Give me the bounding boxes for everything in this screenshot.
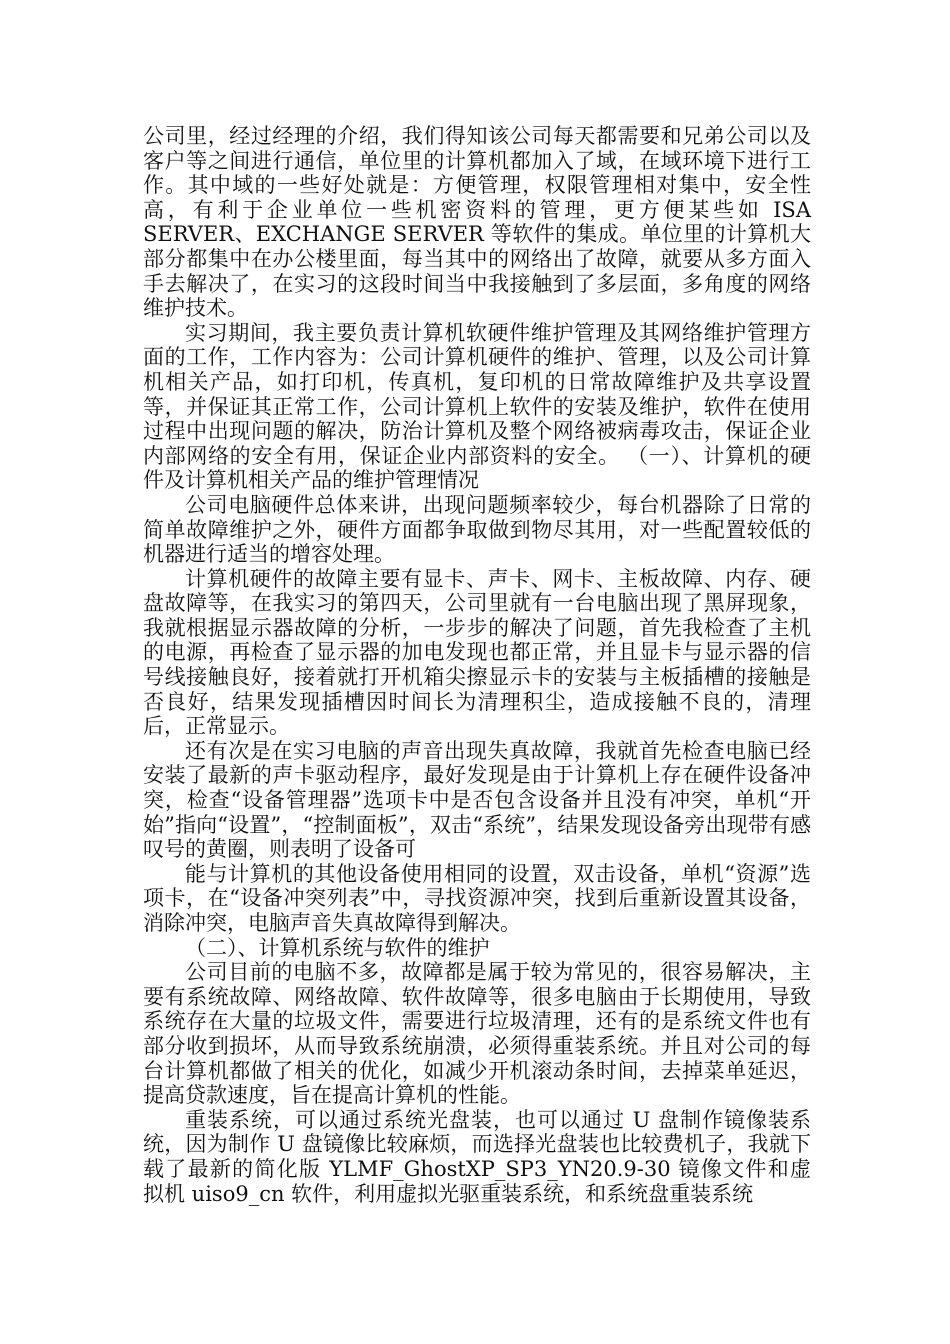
paragraph-duties: 实习期间，我主要负责计算机软硬件维护管理及其网络维护管理方面的工作，工作内容为：公司计算机硬件的维护、管理，以及公司计算机相关产品，如打印机，传真机，复印机的日常故障维护及共享设置等，并保证其正常工作，公司计算机上软件的安装及维护，软件在使用过程中出现问题的解决，防治计算机及整个网络被病毒攻击，保证企业内部网络的安全有用，保证企业内部资料的安全。 （一）、计算机的硬件及计算机相关产品的维护管理情况: [143, 320, 811, 493]
paragraph-hardware-overview: 公司电脑硬件总体来讲，出现问题频率较少，每台机器除了日常的简单故障维护之外，硬件方面都争取做到物尽其用，对一些配置较低的机器进行适当的增容处理。: [143, 492, 811, 567]
paragraph-domain-intro: 公司里，经过经理的介绍，我们得知该公司每天都需要和兄弟公司以及客户等之间进行通信，单位里的计算机都加入了域，在域环境下进行工作。其中域的一些好处就是：方便管理，权限管理相对集中，安全性高，有利于企业单位一些机密资料的管理，更方便某些如 ISA SERVER、EXCHANGE SERVER 等软件的集成。单位里的计算机大部分都集中在办公楼里面，每当其中的网络出了故障，就要从多方面入手去解决了，在实习的这段时间当中我接触到了多层面，多角度的网络维护技术。: [143, 124, 811, 321]
document-page: [143, 124, 811, 1206]
paragraph-system-faults: 公司目前的电脑不多，故障都是属于较为常见的，很容易解决，主要有系统故障、网络故障、软件故障等，很多电脑由于长期使用，导致系统存在大量的垃圾文件，需要进行垃圾清理，还有的是系统文件也有部分收到损坏，从而导致系统崩溃，必须得重装系统。并且对公司的每台计算机都做了相关的优化，如减少开机滚动条时间，去掉菜单延迟，提高贷款速度，旨在提高计算机的性能。: [143, 960, 811, 1108]
paragraph-device-conflict: 能与计算机的其他设备使用相同的设置，双击设备，单机“资源”选项卡，在“设备冲突列表”中，寻找资源冲突，找到后重新设置其设备，消除冲突，电脑声音失真故障得到解决。: [143, 861, 811, 935]
paragraph-reinstall: 重装系统，可以通过系统光盘装，也可以通过 U 盘制作镜像装系统，因为制作 U 盘镜像比较麻烦，而选择光盘装也比较费机子，我就下载了最新的简化版 YLMF_GhostXP_SP3_YN20.9-30 镜像文件和虚拟机 uiso9_cn 软件，利用虚拟光驱重装系统，和系统盘重装系统: [143, 1107, 811, 1206]
paragraph-sound-distortion: 还有次是在实习电脑的声音出现失真故障，我就首先检查电脑已经安装了最新的声卡驱动程序，最好发现是由于计算机上存在硬件设备冲突，检查“设备管理器”选项卡中是否包含设备并且没有冲突，单机“开始”指向“设置”，“控制面板”，双击“系统”，结果发现设备旁出现带有感叹号的黄圈，则表明了设备可: [143, 738, 811, 862]
paragraph-black-screen: 计算机硬件的故障主要有显卡、声卡、网卡、主板故障、内存、硬盘故障等，在我实习的第四天，公司里就有一台电脑出现了黑屏现象，我就根据显示器故障的分析，一步步的解决了问题，首先我检查了主机的电源，再检查了显示器的加电发现也都正常，并且显卡与显示器的信号线接触良好，接着就打开机箱尖擦显示卡的安装与主板插槽的接触是否良好，结果发现插槽因时间长为清理积尘，造成接触不良的，清理后，正常显示。: [143, 566, 811, 739]
section-heading-software: （二）、计算机系统与软件的维护: [185, 935, 490, 960]
